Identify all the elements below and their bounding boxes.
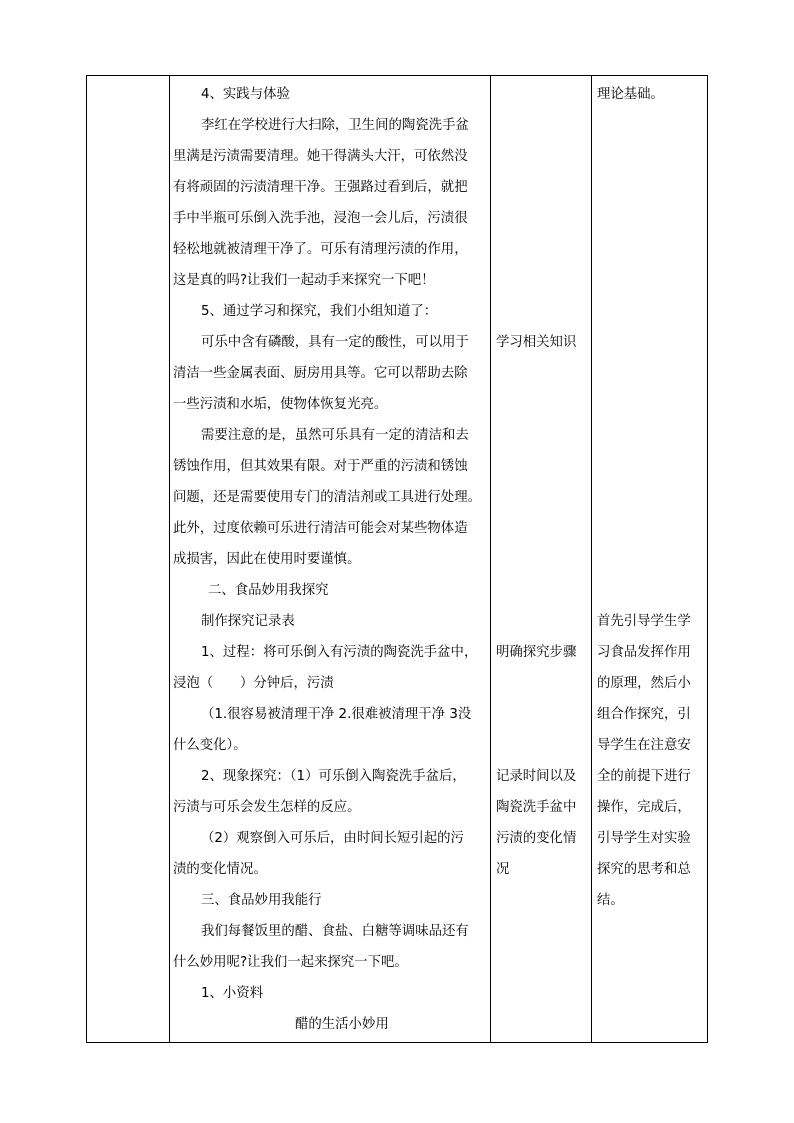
paragraph-line: 渍的变化情况。	[173, 862, 267, 877]
lesson-plan-table	[86, 75, 708, 1043]
design-intent-cell	[592, 76, 708, 1042]
paragraph-line: 锈蚀作用，但其效果有限。对于严重的污渍和锈蚀	[173, 459, 468, 474]
paragraph-line: （2）观察倒入可乐后，由时间长短引起的污	[201, 831, 464, 846]
subheading: 醋的生活小妙用	[295, 1017, 389, 1032]
student-activity-line: 陶瓷洗手盆中	[496, 800, 577, 815]
paragraph-line: 里满是污渍需要清理。她干得满头大汗，可依然没	[173, 149, 468, 164]
subheading: 1、小资料	[201, 986, 264, 1001]
section-heading: 4、实践与体验	[201, 87, 290, 102]
paragraph-line: 轻松地就被清理干净了。可乐有清理污渍的作用，	[173, 242, 468, 257]
paragraph-line: 什么变化）。	[173, 738, 247, 753]
paragraph-line: 可乐中含有磷酸，具有一定的酸性，可以用于	[201, 335, 469, 350]
paragraph-line: （1.很容易被清理干净 2.很难被清理干净 3没	[201, 707, 472, 722]
design-intent-line: 习食品发挥作用	[597, 645, 691, 660]
design-intent-line: 引导学生对实验	[597, 831, 691, 846]
student-activity-cell	[491, 76, 591, 1042]
paragraph-line: 浸泡（ ）分钟后，污渍	[173, 676, 334, 691]
design-intent-line: 组合作探究，引	[597, 707, 691, 722]
paragraph-line: 有将顽固的污渍清理干净。王强路过看到后，就把	[173, 180, 468, 195]
paragraph-line: 成损害，因此在使用时要谨慎。	[173, 552, 361, 567]
design-intent-line: 操作，完成后，	[597, 800, 691, 815]
paragraph-line: 什么妙用呢?让我们一起来探究一下吧。	[173, 955, 408, 970]
student-activity-line: 学习相关知识	[496, 335, 577, 350]
teaching-process-cell	[170, 76, 490, 1042]
design-intent-line: 导学生在注意安	[597, 738, 691, 753]
section-heading: 三、食品妙用我能行	[201, 893, 322, 908]
design-intent-line: 首先引导学生学	[597, 614, 691, 629]
paragraph-line: 我们每餐饭里的醋、食盐、白糖等调味品还有	[201, 924, 469, 939]
design-intent-line: 结。	[597, 893, 624, 908]
empty-left-cell	[87, 76, 169, 1042]
subheading: 制作探究记录表	[201, 614, 295, 629]
paragraph-line: 手中半瓶可乐倒入洗手池，浸泡一会儿后，污渍很	[173, 211, 468, 226]
student-activity-line: 明确探究步骤	[496, 645, 577, 660]
paragraph-line: 需要注意的是，虽然可乐具有一定的清洁和去	[201, 428, 469, 443]
paragraph-line: 1、过程：将可乐倒入有污渍的陶瓷洗手盆中，	[201, 645, 478, 660]
paragraph-line: 这是真的吗?让我们一起动手来探究一下吧！	[173, 273, 435, 288]
paragraph-line: 李红在学校进行大扫除，卫生间的陶瓷洗手盆	[201, 118, 469, 133]
design-intent-line: 理论基础。	[597, 87, 664, 102]
design-intent-line: 全的前提下进行	[597, 769, 691, 784]
design-intent-line: 的原理，然后小	[597, 676, 691, 691]
paragraph-line: 污渍与可乐会发生怎样的反应。	[173, 800, 361, 815]
paragraph-line: 2、现象探究：（1）可乐倒入陶瓷洗手盆后，	[201, 769, 466, 784]
paragraph-line: 问题，还是需要使用专门的清洁剂或工具进行处理。	[173, 490, 481, 505]
paragraph-line: 一些污渍和水垢，使物体恢复光亮。	[173, 397, 388, 412]
design-intent-line: 探究的思考和总	[597, 862, 691, 877]
student-activity-line: 况	[496, 862, 510, 877]
paragraph-line: 清洁一些金属表面、厨房用具等。它可以帮助去除	[173, 366, 468, 381]
student-activity-line: 记录时间以及	[496, 769, 577, 784]
section-heading: 二、食品妙用我探究	[208, 583, 329, 598]
section-heading: 5、通过学习和探究，我们小组知道了：	[201, 304, 438, 319]
student-activity-line: 污渍的变化情	[496, 831, 577, 846]
paragraph-line: 此外，过度依赖可乐进行清洁可能会对某些物体造	[173, 521, 468, 536]
